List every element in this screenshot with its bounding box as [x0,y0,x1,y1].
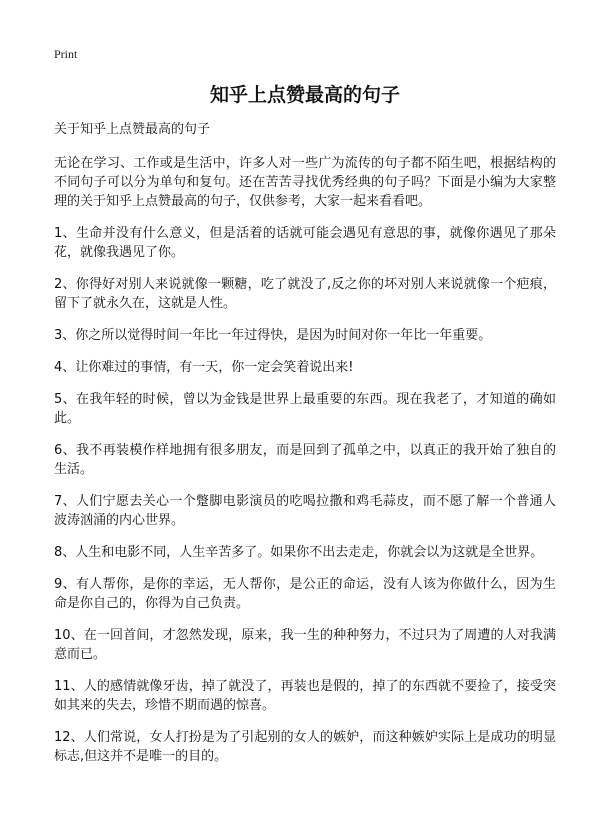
list-item: 6、我不再装模作样地拥有很多朋友，而是回到了孤单之中，以真正的我开始了独自的生活。 [54,443,556,477]
list-item: 3、你之所以觉得时间一年比一年过得快，是因为时间对你一年比一年重要。 [54,328,492,343]
list-item: 1、生命并没有什么意义，但是活着的话就可能会遇见有意思的事，就像你遇见了那朵花，就像我遇见了你。 [54,226,556,260]
sentence-list [54,224,556,766]
page-title: 知乎上点赞最高的句子 [209,84,400,106]
document-subtitle: 关于知乎上点赞最高的句子 [54,122,211,137]
intro-paragraph: 无论在学习、工作或是生活中，许多人对一些广为流传的句子都不陌生吧，根据结构的不同句子可以分为单句和复句。还在苦苦寻找优秀经典的句子吗？下面是小编为大家整理的关于知乎上点赞最高的句子，仅供参考，大家一起来看看吧。 [54,156,556,209]
list-item: 2、你得好对别人来说就像一颗糖，吃了就没了,反之你的坏对别人来说就像一个疤痕，留下了就永久在，这就是人性。 [54,277,556,311]
list-item: 4、让你难过的事情，有一天，你一定会笑着说出来! [54,360,354,375]
list-item: 12、人们常说，女人打扮是为了引起别的女人的嫉妒，而这种嫉妒实际上是成功的明显标志,但这并不是唯一的目的。 [54,730,556,764]
list-item: 5、在我年轻的时候，曾以为金钱是世界上最重要的东西。现在我老了，才知道的确如此。 [54,392,556,426]
list-item: 11、人的感情就像牙齿，掉了就没了，再装也是假的，掉了的东西就不要捡了，接受突如其来的失去，珍惜不期而遇的惊喜。 [54,679,556,713]
print-label[interactable]: Print [54,47,78,61]
list-item: 9、有人帮你，是你的幸运，无人帮你，是公正的命运，没有人该为你做什么，因为生命是你自己的，你得为自己负责。 [54,577,556,611]
list-item: 8、人生和电影不同，人生辛苦多了。如果你不出去走走，你就会以为这就是全世界。 [54,545,544,560]
list-item: 7、人们宁愿去关心一个蹩脚电影演员的吃喝拉撒和鸡毛蒜皮，而不愿了解一个普通人波涛汹涌的内心世界。 [54,494,556,528]
list-item: 10、在一回首间，才忽然发现，原来，我一生的种种努力，不过只为了周遭的人对我满意而已。 [54,628,556,662]
